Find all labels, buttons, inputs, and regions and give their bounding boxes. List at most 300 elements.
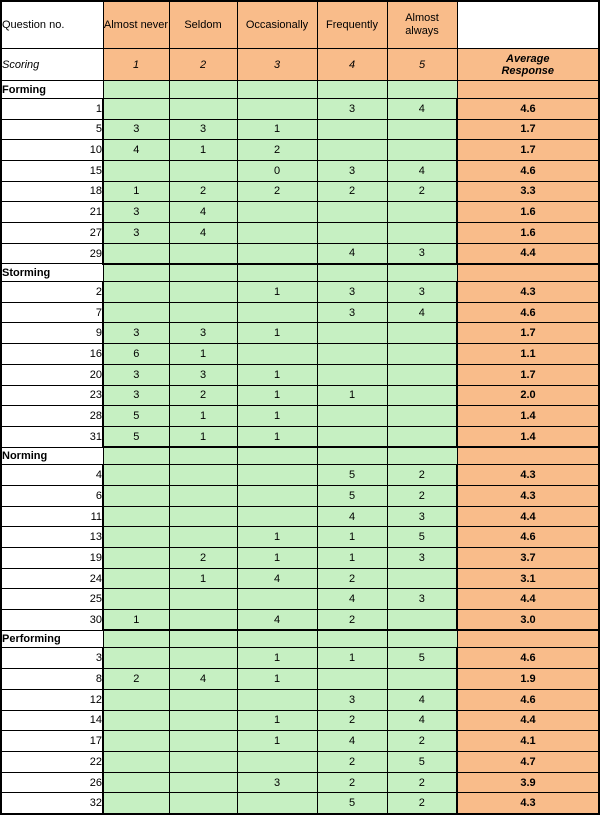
response-count-cell: 2 — [317, 181, 387, 202]
response-count-cell — [169, 98, 237, 119]
average-response-cell: 1.1 — [457, 344, 599, 365]
section-title: Performing — [1, 630, 103, 648]
response-count-cell — [387, 385, 457, 406]
table-row — [1, 302, 599, 323]
response-count-cell: 1 — [317, 548, 387, 569]
question-number-cell: 30 — [1, 610, 103, 631]
response-count-cell: 3 — [387, 282, 457, 303]
section-spacer-cell — [237, 630, 317, 648]
response-count-cell: 4 — [169, 223, 237, 244]
response-count-cell — [103, 548, 169, 569]
table-row — [1, 485, 599, 506]
response-count-cell — [103, 589, 169, 610]
option-header-3: Frequently — [317, 1, 387, 49]
table-row — [1, 344, 599, 365]
average-response-line1: Average — [506, 52, 550, 65]
section-spacer-cell — [387, 81, 457, 99]
response-count-cell — [317, 119, 387, 140]
response-count-cell: 6 — [103, 344, 169, 365]
response-count-cell: 2 — [387, 731, 457, 752]
response-count-cell: 3 — [387, 506, 457, 527]
response-count-cell — [237, 243, 317, 264]
table-row — [1, 465, 599, 486]
response-count-cell: 5 — [387, 752, 457, 773]
section-spacer-cell — [387, 447, 457, 465]
average-response-cell: 1.7 — [457, 119, 599, 140]
average-response-cell: 3.7 — [457, 548, 599, 569]
response-count-cell: 4 — [317, 243, 387, 264]
section-average-spacer — [457, 447, 599, 465]
response-count-cell: 3 — [387, 243, 457, 264]
response-count-cell — [387, 610, 457, 631]
average-response-cell: 1.6 — [457, 202, 599, 223]
question-number-cell: 31 — [1, 426, 103, 447]
table-row — [1, 202, 599, 223]
response-count-cell — [317, 426, 387, 447]
question-number-cell: 26 — [1, 772, 103, 793]
response-count-cell: 4 — [387, 302, 457, 323]
section-spacer-cell — [317, 630, 387, 648]
table-row — [1, 223, 599, 244]
section-average-spacer — [457, 264, 599, 282]
response-count-cell — [387, 426, 457, 447]
response-count-cell: 2 — [317, 752, 387, 773]
average-response-cell: 4.4 — [457, 589, 599, 610]
table-row — [1, 140, 599, 161]
table-row — [1, 282, 599, 303]
question-number-cell: 5 — [1, 119, 103, 140]
table-row — [1, 772, 599, 793]
section-header-row — [1, 447, 599, 465]
response-count-cell: 2 — [387, 485, 457, 506]
response-count-cell: 4 — [387, 98, 457, 119]
response-count-cell — [169, 302, 237, 323]
response-count-cell — [103, 527, 169, 548]
response-count-cell — [103, 752, 169, 773]
table-row — [1, 506, 599, 527]
response-count-cell: 1 — [237, 385, 317, 406]
section-spacer-cell — [103, 81, 169, 99]
table-row — [1, 181, 599, 202]
table-row — [1, 98, 599, 119]
response-count-cell: 1 — [103, 610, 169, 631]
response-count-cell — [387, 568, 457, 589]
response-count-cell — [103, 568, 169, 589]
section-spacer-cell — [317, 447, 387, 465]
table-row — [1, 160, 599, 181]
section-spacer-cell — [387, 630, 457, 648]
question-number-cell: 2 — [1, 282, 103, 303]
response-count-cell — [169, 689, 237, 710]
section-header-row — [1, 81, 599, 99]
response-count-cell — [169, 752, 237, 773]
response-count-cell: 2 — [237, 140, 317, 161]
average-response-line2: Response — [501, 64, 555, 77]
response-count-cell: 1 — [169, 344, 237, 365]
response-count-cell: 3 — [317, 689, 387, 710]
option-score-2: 3 — [237, 49, 317, 81]
option-score-3: 4 — [317, 49, 387, 81]
response-count-cell: 4 — [387, 160, 457, 181]
response-count-cell: 2 — [317, 710, 387, 731]
question-number-cell: 9 — [1, 323, 103, 344]
question-number-cell: 19 — [1, 548, 103, 569]
response-count-cell — [103, 793, 169, 814]
response-count-cell: 2 — [169, 548, 237, 569]
response-count-cell — [317, 364, 387, 385]
average-response-cell: 4.4 — [457, 710, 599, 731]
average-response-cell: 3.9 — [457, 772, 599, 793]
table-row — [1, 119, 599, 140]
response-count-cell: 5 — [387, 527, 457, 548]
average-response-cell: 4.6 — [457, 98, 599, 119]
question-number-cell: 1 — [1, 98, 103, 119]
table-row — [1, 568, 599, 589]
response-count-cell: 5 — [103, 426, 169, 447]
response-count-cell: 5 — [317, 485, 387, 506]
response-count-cell: 2 — [317, 610, 387, 631]
table-row — [1, 548, 599, 569]
question-number-cell: 20 — [1, 364, 103, 385]
response-count-cell — [103, 98, 169, 119]
question-number-cell: 21 — [1, 202, 103, 223]
option-score-0: 1 — [103, 49, 169, 81]
average-response-cell: 4.3 — [457, 485, 599, 506]
response-count-cell: 4 — [387, 710, 457, 731]
response-count-cell: 3 — [103, 202, 169, 223]
response-count-cell — [169, 465, 237, 486]
response-count-cell: 3 — [103, 385, 169, 406]
response-count-cell: 2 — [387, 772, 457, 793]
average-response-cell: 4.4 — [457, 243, 599, 264]
response-count-cell: 1 — [237, 323, 317, 344]
response-count-cell: 1 — [237, 548, 317, 569]
response-count-cell: 1 — [237, 669, 317, 690]
average-response-cell: 3.3 — [457, 181, 599, 202]
section-title: Storming — [1, 264, 103, 282]
response-count-cell: 3 — [103, 323, 169, 344]
response-count-cell — [103, 465, 169, 486]
response-count-cell — [169, 243, 237, 264]
question-number-cell: 17 — [1, 731, 103, 752]
response-count-cell — [237, 793, 317, 814]
option-score-4: 5 — [387, 49, 457, 81]
response-count-cell: 5 — [387, 648, 457, 669]
average-header-spacer — [457, 1, 599, 49]
response-count-cell — [169, 160, 237, 181]
response-count-cell: 1 — [103, 181, 169, 202]
section-spacer-cell — [103, 264, 169, 282]
average-response-header — [457, 49, 599, 81]
response-count-cell — [169, 793, 237, 814]
question-number-cell: 15 — [1, 160, 103, 181]
section-spacer-cell — [237, 264, 317, 282]
response-count-cell: 4 — [317, 506, 387, 527]
average-response-cell: 1.7 — [457, 364, 599, 385]
section-spacer-cell — [169, 447, 237, 465]
response-count-cell — [237, 202, 317, 223]
response-count-cell: 5 — [317, 465, 387, 486]
question-number-cell: 24 — [1, 568, 103, 589]
question-number-cell: 6 — [1, 485, 103, 506]
average-response-cell: 4.7 — [457, 752, 599, 773]
table-row — [1, 731, 599, 752]
response-count-cell: 1 — [237, 282, 317, 303]
average-response-cell: 1.7 — [457, 140, 599, 161]
table-row — [1, 752, 599, 773]
response-count-cell — [169, 772, 237, 793]
response-count-cell: 2 — [317, 568, 387, 589]
response-count-cell: 4 — [237, 610, 317, 631]
table-row — [1, 710, 599, 731]
response-count-cell — [169, 527, 237, 548]
section-header-row — [1, 630, 599, 648]
average-response-cell: 4.6 — [457, 689, 599, 710]
question-number-cell: 7 — [1, 302, 103, 323]
section-spacer-cell — [103, 447, 169, 465]
response-count-cell — [169, 731, 237, 752]
response-count-cell — [387, 223, 457, 244]
response-count-cell: 4 — [169, 669, 237, 690]
section-spacer-cell — [169, 264, 237, 282]
question-number-cell: 18 — [1, 181, 103, 202]
option-header-0: Almost never — [103, 1, 169, 49]
question-number-cell: 12 — [1, 689, 103, 710]
response-count-cell: 5 — [103, 406, 169, 427]
response-count-cell — [237, 98, 317, 119]
average-response-cell: 1.9 — [457, 669, 599, 690]
response-count-cell: 3 — [317, 160, 387, 181]
response-count-cell: 5 — [317, 793, 387, 814]
question-number-cell: 11 — [1, 506, 103, 527]
section-spacer-cell — [317, 264, 387, 282]
response-count-cell: 1 — [169, 406, 237, 427]
response-count-cell: 1 — [169, 426, 237, 447]
response-count-cell — [169, 485, 237, 506]
response-count-cell: 2 — [387, 181, 457, 202]
response-count-cell: 2 — [169, 181, 237, 202]
table-row — [1, 793, 599, 814]
table-row — [1, 589, 599, 610]
response-count-cell: 2 — [237, 181, 317, 202]
section-spacer-cell — [237, 447, 317, 465]
question-number-cell: 32 — [1, 793, 103, 814]
response-count-cell: 2 — [103, 669, 169, 690]
response-count-cell — [103, 710, 169, 731]
response-count-cell — [387, 669, 457, 690]
response-count-cell: 3 — [317, 302, 387, 323]
option-header-1: Seldom — [169, 1, 237, 49]
response-count-cell — [103, 731, 169, 752]
response-count-cell — [103, 506, 169, 527]
response-count-cell: 1 — [169, 140, 237, 161]
average-response-cell: 1.7 — [457, 323, 599, 344]
option-header-2: Occasionally — [237, 1, 317, 49]
table-row — [1, 364, 599, 385]
response-count-cell — [237, 689, 317, 710]
response-count-cell — [237, 506, 317, 527]
response-count-cell: 0 — [237, 160, 317, 181]
response-count-cell — [103, 160, 169, 181]
question-number-cell: 10 — [1, 140, 103, 161]
section-average-spacer — [457, 81, 599, 99]
response-count-cell: 1 — [237, 731, 317, 752]
response-count-cell — [237, 223, 317, 244]
response-count-cell — [387, 202, 457, 223]
response-count-cell — [237, 752, 317, 773]
question-number-cell: 22 — [1, 752, 103, 773]
section-spacer-cell — [169, 81, 237, 99]
section-average-spacer — [457, 630, 599, 648]
response-count-cell — [317, 202, 387, 223]
section-title: Norming — [1, 447, 103, 465]
average-response-cell: 3.0 — [457, 610, 599, 631]
response-count-cell: 1 — [237, 648, 317, 669]
response-count-cell: 1 — [317, 648, 387, 669]
response-count-cell — [103, 282, 169, 303]
question-number-cell: 16 — [1, 344, 103, 365]
response-count-cell — [237, 302, 317, 323]
response-count-cell — [103, 302, 169, 323]
header-row-labels — [1, 1, 599, 49]
response-count-cell — [317, 406, 387, 427]
response-count-cell — [387, 119, 457, 140]
response-count-cell: 4 — [317, 731, 387, 752]
response-count-cell: 3 — [237, 772, 317, 793]
scoring-header: Scoring — [1, 49, 103, 81]
section-spacer-cell — [169, 630, 237, 648]
response-count-cell — [237, 589, 317, 610]
option-score-1: 2 — [169, 49, 237, 81]
header-row-scores — [1, 49, 599, 81]
response-count-cell — [169, 589, 237, 610]
response-count-cell: 4 — [317, 589, 387, 610]
table-row — [1, 527, 599, 548]
response-count-cell: 2 — [387, 793, 457, 814]
average-response-cell: 4.6 — [457, 160, 599, 181]
question-number-cell: 28 — [1, 406, 103, 427]
response-count-cell: 1 — [169, 568, 237, 589]
question-number-cell: 23 — [1, 385, 103, 406]
section-spacer-cell — [387, 264, 457, 282]
response-count-cell: 3 — [387, 548, 457, 569]
average-response-cell: 4.4 — [457, 506, 599, 527]
response-count-cell — [387, 140, 457, 161]
section-spacer-cell — [103, 630, 169, 648]
section-title: Forming — [1, 81, 103, 99]
response-count-cell: 3 — [169, 119, 237, 140]
response-count-cell — [237, 344, 317, 365]
response-count-cell: 1 — [317, 527, 387, 548]
average-response-cell: 4.3 — [457, 793, 599, 814]
response-count-cell — [169, 710, 237, 731]
response-count-cell: 1 — [237, 364, 317, 385]
response-count-cell: 1 — [237, 710, 317, 731]
response-count-cell — [317, 323, 387, 344]
average-response-cell: 1.4 — [457, 406, 599, 427]
response-count-cell — [387, 344, 457, 365]
response-count-cell: 4 — [387, 689, 457, 710]
response-count-cell — [169, 506, 237, 527]
response-count-cell: 3 — [317, 98, 387, 119]
table-row — [1, 669, 599, 690]
question-number-cell: 29 — [1, 243, 103, 264]
response-count-cell — [237, 465, 317, 486]
response-count-cell — [169, 610, 237, 631]
question-number-cell: 13 — [1, 527, 103, 548]
section-spacer-cell — [317, 81, 387, 99]
response-count-cell: 3 — [169, 364, 237, 385]
average-response-cell: 4.6 — [457, 648, 599, 669]
response-count-cell: 3 — [169, 323, 237, 344]
average-response-cell: 4.6 — [457, 527, 599, 548]
table-row — [1, 406, 599, 427]
response-count-cell — [103, 772, 169, 793]
response-count-cell — [387, 323, 457, 344]
average-response-cell: 4.3 — [457, 282, 599, 303]
response-count-cell: 1 — [237, 426, 317, 447]
response-count-cell — [103, 243, 169, 264]
response-count-cell: 3 — [103, 223, 169, 244]
average-response-cell: 1.4 — [457, 426, 599, 447]
response-count-cell: 1 — [317, 385, 387, 406]
section-spacer-cell — [237, 81, 317, 99]
response-count-cell: 3 — [103, 119, 169, 140]
table-row — [1, 323, 599, 344]
response-count-cell — [387, 406, 457, 427]
response-count-cell — [317, 223, 387, 244]
response-count-cell: 4 — [169, 202, 237, 223]
response-count-cell — [103, 485, 169, 506]
average-response-cell: 4.3 — [457, 465, 599, 486]
response-count-cell — [103, 648, 169, 669]
question-number-cell: 14 — [1, 710, 103, 731]
response-count-cell — [237, 485, 317, 506]
option-header-4: Almost always — [387, 1, 457, 49]
average-response-cell: 4.1 — [457, 731, 599, 752]
average-response-cell: 4.6 — [457, 302, 599, 323]
table-row — [1, 648, 599, 669]
section-header-row — [1, 264, 599, 282]
response-count-cell: 4 — [237, 568, 317, 589]
response-count-cell — [103, 689, 169, 710]
question-number-cell: 4 — [1, 465, 103, 486]
average-response-cell: 2.0 — [457, 385, 599, 406]
response-count-cell — [169, 282, 237, 303]
table-row — [1, 610, 599, 631]
response-count-cell — [387, 364, 457, 385]
response-count-cell: 1 — [237, 527, 317, 548]
response-count-cell: 3 — [387, 589, 457, 610]
response-count-cell: 4 — [103, 140, 169, 161]
question-number-cell: 25 — [1, 589, 103, 610]
response-count-cell — [317, 140, 387, 161]
question-number-cell: 3 — [1, 648, 103, 669]
table-row — [1, 426, 599, 447]
table-row — [1, 243, 599, 264]
question-no-header: Question no. — [1, 1, 103, 49]
response-count-cell — [169, 648, 237, 669]
response-count-cell — [317, 344, 387, 365]
response-count-cell: 2 — [317, 772, 387, 793]
average-response-cell: 3.1 — [457, 568, 599, 589]
table-row — [1, 385, 599, 406]
table-row — [1, 689, 599, 710]
response-count-cell — [317, 669, 387, 690]
response-count-cell: 2 — [387, 465, 457, 486]
response-count-cell: 2 — [169, 385, 237, 406]
response-count-cell: 3 — [103, 364, 169, 385]
